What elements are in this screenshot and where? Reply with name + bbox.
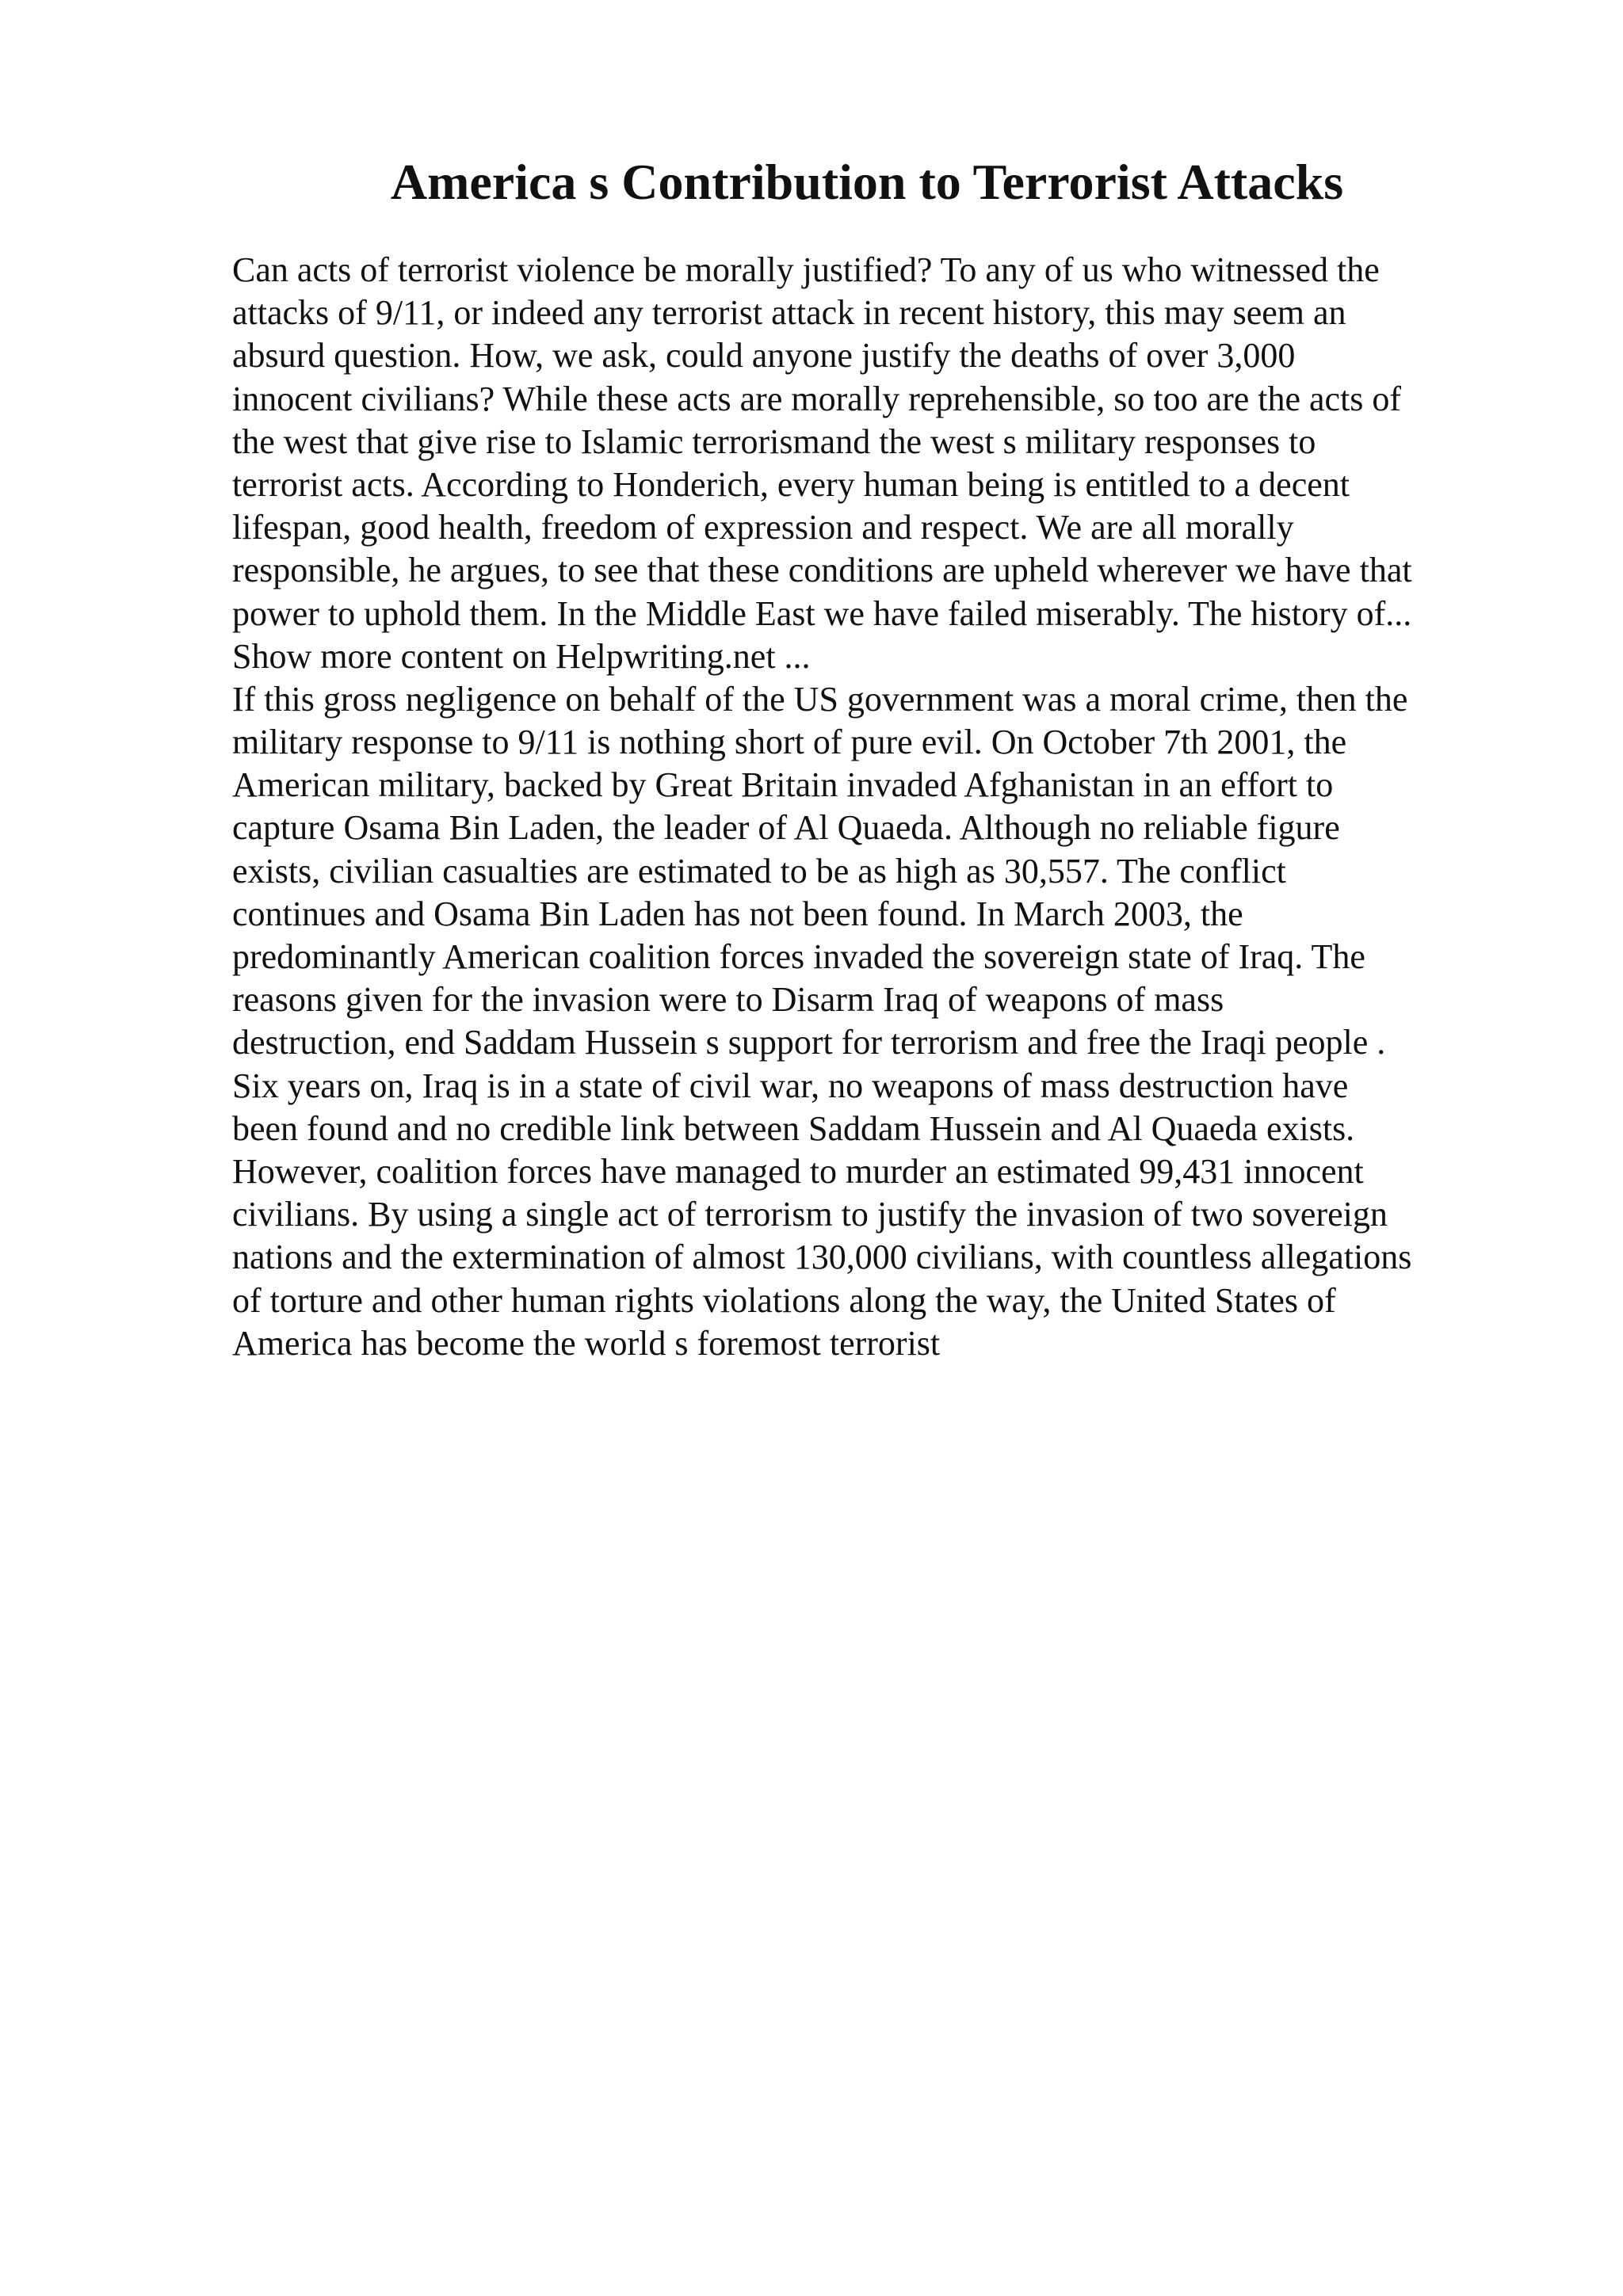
body-line: of torture and other human rights violations along the way, the United States of [232, 1280, 1336, 1320]
body-line: exists, civilian casualties are estimated to be as high as 30,557. The conflict [232, 851, 1286, 891]
document-title: America s Contribution to Terrorist Attacks [390, 154, 1344, 210]
body-line: capture Osama Bin Laden, the leader of Al Quaeda. Although no reliable figure [232, 808, 1340, 848]
body-line: been found and no credible link between Saddam Hussein and Al Quaeda exists. [232, 1108, 1355, 1148]
body-line: civilians. By using a single act of terrorism to justify the invasion of two sovereign [232, 1195, 1388, 1234]
body-line: continues and Osama Bin Laden has not been found. In March 2003, the [232, 894, 1243, 933]
document-body [232, 249, 1500, 1365]
body-line: innocent civilians? While these acts are morally reprehensible, so too are the acts of [232, 379, 1402, 418]
body-line: If this gross negligence on behalf of the US government was a moral crime, then the [232, 679, 1408, 719]
body-line: the west that give rise to Islamic terrorismand the west s military responses to [232, 421, 1316, 461]
body-line: However, coalition forces have managed to murder an estimated 99,431 innocent [232, 1151, 1364, 1191]
body-line: America has become the world s foremost terrorist [232, 1323, 941, 1363]
body-line: Six years on, Iraq is in a state of civil war, no weapons of mass destruction have [232, 1066, 1349, 1105]
body-line: predominantly American coalition forces invaded the sovereign state of Iraq. The [232, 937, 1365, 976]
show-more-link[interactable]: Show more content on Helpwriting.net ... [232, 636, 811, 676]
body-line: terrorist acts. According to Honderich, every human being is entitled to a decent [232, 464, 1350, 504]
body-line: Can acts of terrorist violence be morally justified? To any of us who witnessed the [232, 250, 1380, 289]
body-line: power to uphold them. In the Middle East we have failed miserably. The history of... [232, 593, 1412, 633]
body-line: absurd question. How, we ask, could anyone justify the deaths of over 3,000 [232, 336, 1296, 376]
body-line: reasons given for the invasion were to Disarm Iraq of weapons of mass [232, 980, 1224, 1020]
body-line: nations and the extermination of almost 130,000 civilians, with countless allegations [232, 1238, 1412, 1277]
body-line: lifespan, good health, freedom of expression and respect. We are all morally [232, 508, 1294, 547]
body-line: responsible, he argues, to see that these conditions are upheld wherever we have that [232, 551, 1412, 590]
body-line: military response to 9/11 is nothing short of pure evil. On October 7th 2001, the [232, 723, 1347, 762]
body-line: attacks of 9/11, or indeed any terrorist attack in recent history, this may seem an [232, 293, 1346, 333]
body-line: American military, backed by Great Britain invaded Afghanistan in an effort to [232, 765, 1334, 805]
body-line: destruction, end Saddam Hussein s support for terrorism and free the Iraqi people . [232, 1023, 1386, 1062]
